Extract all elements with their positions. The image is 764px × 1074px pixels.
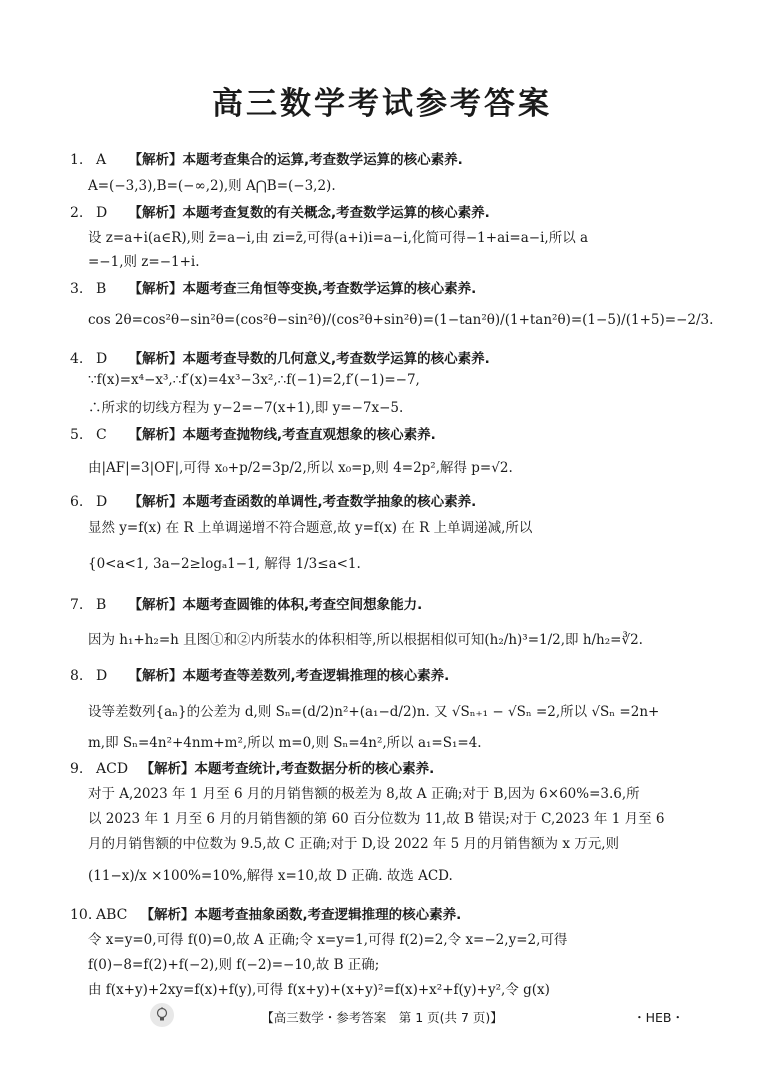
solution-line: 对于 A,2023 年 1 月至 6 月的月销售额的极差为 8,故 A 正确;对于 B,因为 6×60%=3.6,所: [88, 786, 640, 802]
page-footer: [0, 1006, 764, 1026]
answer-choice: A: [96, 152, 107, 168]
question-header: [70, 490, 710, 510]
question-description: 本题考查复数的有关概念,考查数学运算的核心素养.: [182, 205, 490, 221]
question-description: 本题考查统计,考查数据分析的核心素养.: [194, 761, 435, 777]
analysis-tag: 【解析】: [128, 427, 183, 443]
question-4: [70, 347, 710, 367]
solution-line: cos 2θ=cos²θ−sin²θ=(cos²θ−sin²θ)/(cos²θ+sin²θ)=(1−tan²θ)/(1+tan²θ)=(1−5)/(1+5)=−2/3.: [88, 312, 714, 328]
answer-choice: ACD: [96, 761, 129, 777]
question-3: [70, 277, 710, 297]
question-7: [70, 593, 710, 613]
analysis-tag: 【解析】: [128, 597, 183, 613]
solution-line: 以 2023 年 1 月至 6 月的月销售额的第 60 百分位数为 11,故 B 错误;对于 C,2023 年 1 月至 6: [88, 811, 665, 827]
solution-line: m,即 Sₙ=4n²+4nm+m²,所以 m=0,则 Sₙ=4n²,所以 a₁=S₁=4.: [88, 735, 482, 751]
question-6: [70, 490, 710, 510]
analysis-tag: 【解析】: [128, 152, 183, 168]
question-number: 8.: [70, 668, 84, 684]
question-description: 本题考查导数的几何意义,考查数学运算的核心素养.: [182, 351, 490, 367]
answer-choice: D: [96, 205, 108, 221]
analysis-tag: 【解析】: [128, 668, 183, 684]
question-number: 1.: [70, 152, 84, 168]
solution-line: 令 x=y=0,可得 f(0)=0,故 A 正确;令 x=y=1,可得 f(2)=2,令 x=−2,y=2,可得: [88, 932, 568, 948]
question-header: [70, 201, 710, 221]
solution-line: A=(−3,3),B=(−∞,2),则 A⋂B=(−3,2).: [88, 178, 336, 194]
question-description: 本题考查抽象函数,考查逻辑推理的核心素养.: [194, 907, 462, 923]
solution-line: 因为 h₁+h₂=h 且图①和②内所装水的体积相等,所以根据相似可知(h₂/h)³=1/2,即 h/h₂=∛2.: [88, 632, 643, 648]
analysis-tag: 【解析】: [140, 761, 195, 777]
solution-line: 月的月销售额的中位数为 9.5,故 C 正确;对于 D,设 2022 年 5 月的月销售额为 x 万元,则: [88, 836, 620, 852]
analysis-tag: 【解析】: [128, 205, 183, 221]
page-title: 高三数学考试参考答案: [212, 86, 552, 122]
solution-line: f(0)−8=f(2)+f(−2),则 f(−2)=−10,故 B 正确;: [88, 957, 380, 973]
analysis-tag: 【解析】: [128, 281, 183, 297]
question-header: [70, 423, 710, 443]
question-description: 本题考查函数的单调性,考查数学抽象的核心素养.: [182, 494, 477, 510]
question-header: [70, 277, 710, 297]
question-description: 本题考查抛物线,考查直观想象的核心素养.: [182, 427, 436, 443]
question-8: [70, 664, 710, 684]
answer-choice: C: [96, 427, 107, 443]
question-header: [70, 757, 710, 777]
solution-line: 由 f(x+y)+2xy=f(x)+f(y),可得 f(x+y)+(x+y)²=f(x)+x²+f(y)+y²,令 g(x): [88, 982, 550, 998]
question-description: 本题考查集合的运算,考查数学运算的核心素养.: [182, 152, 463, 168]
question-description: 本题考查等差数列,考查逻辑推理的核心素养.: [182, 668, 450, 684]
analysis-tag: 【解析】: [128, 494, 183, 510]
solution-line: 显然 y=f(x) 在 R 上单调递增不符合题意,故 y=f(x) 在 R 上单调递减,所以: [88, 520, 533, 536]
footer-page-info: 【高三数学・参考答案 第 1 页(共 7 页)】: [261, 1010, 503, 1025]
answer-choice: D: [96, 668, 108, 684]
footer-code: ・HEB・: [633, 1010, 684, 1025]
analysis-tag: 【解析】: [128, 351, 183, 367]
question-header: [70, 664, 710, 684]
solution-line: 由|AF|=3|OF|,可得 x₀+p/2=3p/2,所以 x₀=p,则 4=2p²,解得 p=√2.: [88, 460, 513, 476]
answer-choice: ABC: [96, 907, 128, 923]
question-description: 本题考查圆锥的体积,考查空间想象能力.: [182, 597, 423, 613]
question-number: 4.: [70, 351, 84, 367]
question-5: [70, 423, 710, 443]
question-header: [70, 347, 710, 367]
answer-choice: D: [96, 351, 108, 367]
answer-choice: D: [96, 494, 108, 510]
solution-line: ∵f(x)=x⁴−x³,∴f′(x)=4x³−3x²,∴f(−1)=2,f′(−1)=−7,: [88, 372, 420, 388]
question-number: 2.: [70, 205, 84, 221]
question-number: 3.: [70, 281, 84, 297]
question-header: [70, 593, 710, 613]
question-2: [70, 201, 710, 221]
question-number: 10.: [70, 907, 93, 923]
question-number: 7.: [70, 597, 84, 613]
solution-line: =−1,则 z=−1+i.: [88, 254, 200, 270]
answer-choice: B: [96, 281, 107, 297]
analysis-tag: 【解析】: [140, 907, 195, 923]
question-number: 9.: [70, 761, 84, 777]
question-number: 5.: [70, 427, 84, 443]
question-header: [70, 148, 710, 168]
question-number: 6.: [70, 494, 84, 510]
solution-line: ∴所求的切线方程为 y−2=−7(x+1),即 y=−7x−5.: [88, 400, 404, 416]
question-10: [70, 903, 710, 923]
question-header: [70, 903, 710, 923]
solution-line: 设 z=a+i(a∈R),则 z̄=a−i,由 zi=z̄,可得(a+i)i=a−i,化简可得−1+ai=a−i,所以 a: [88, 230, 589, 246]
question-1: [70, 148, 710, 168]
question-9: [70, 757, 710, 777]
question-description: 本题考查三角恒等变换,考查数学运算的核心素养.: [182, 281, 477, 297]
solution-line: (11−x)/x ×100%=10%,解得 x=10,故 D 正确. 故选 ACD.: [88, 868, 453, 884]
solution-line: {0<a<1, 3a−2≥logₐ1−1, 解得 1/3≤a<1.: [88, 556, 361, 572]
solution-line: 设等差数列{aₙ}的公差为 d,则 Sₙ=(d/2)n²+(a₁−d/2)n. 又 √Sₙ₊₁ − √Sₙ =2,所以 √Sₙ =2n+: [88, 704, 660, 720]
answer-choice: B: [96, 597, 107, 613]
